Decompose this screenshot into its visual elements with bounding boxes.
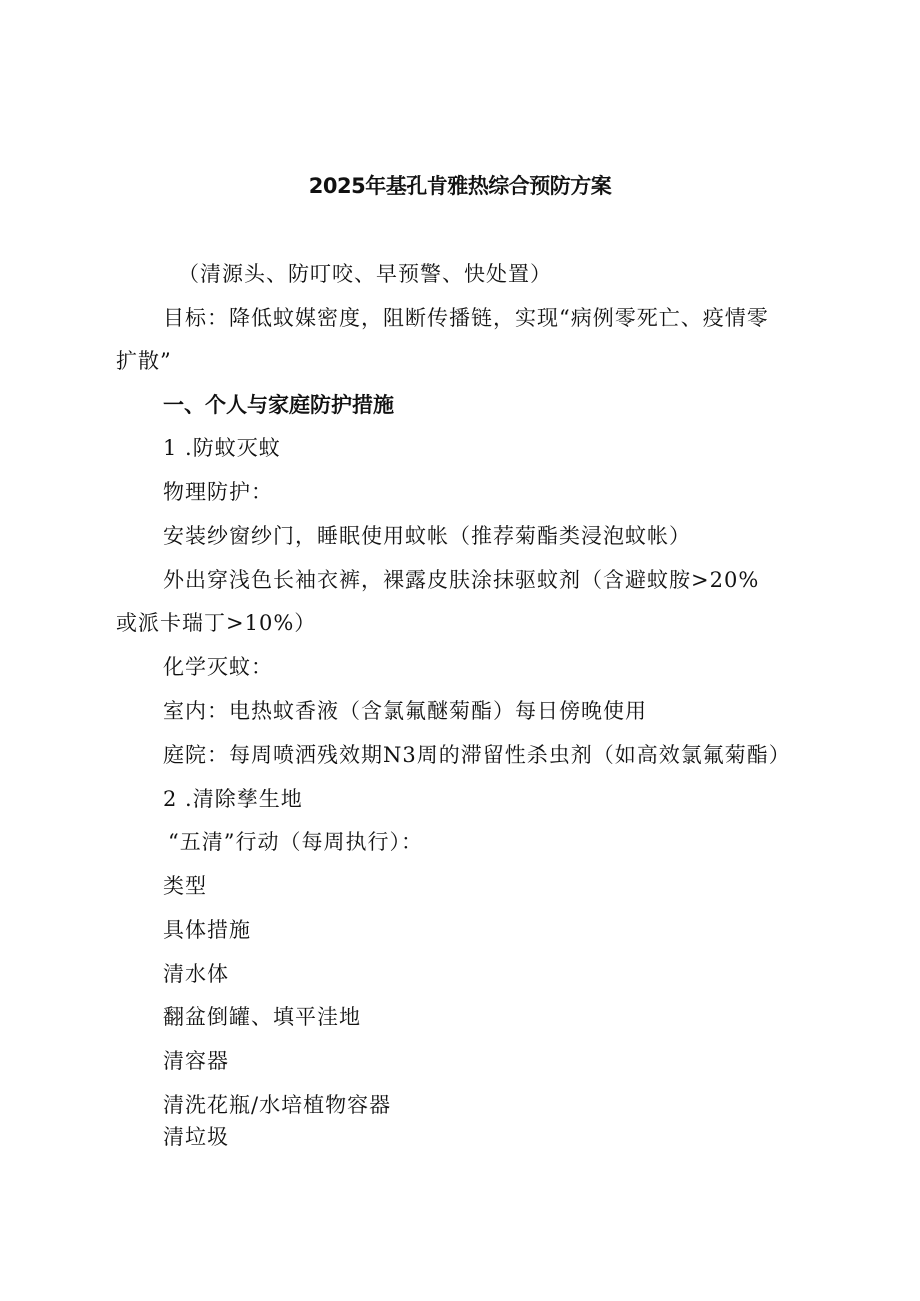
subsection-heading-2: 2 .清除孳生地	[163, 787, 303, 811]
table-cell-clean-water: 清水体	[163, 962, 229, 986]
paragraph-physical-protection: 物理防护：	[163, 480, 273, 504]
table-cell-clean-containers: 清容器	[163, 1049, 229, 1073]
paragraph-indoor: 室内：电热蚊香液（含氯氟醚菊酯）每日傍晚使用	[163, 699, 647, 723]
goal-paragraph-line-1: 目标：降低蚊媒密度，阻断传播链，实现“病例零死亡、疫情零	[163, 306, 769, 330]
table-header-measures: 具体措施	[163, 918, 251, 942]
paragraph-screens-nets: 安装纱窗纱门，睡眠使用蚊帐（推荐菊酯类浸泡蚊帐）	[163, 524, 691, 548]
paragraph-repellent-line-1: 外出穿浅色长袖衣裤，裸露皮肤涂抹驱蚊剂（含避蚊胺>20%	[163, 568, 760, 592]
table-header-type: 类型	[163, 874, 207, 898]
section-heading-1: 一、个人与家庭防护措施	[163, 393, 394, 417]
table-cell-clean-garbage: 清垃圾	[163, 1125, 229, 1149]
paragraph-five-clean-action: “五清”行动（每周执行）：	[168, 830, 423, 854]
goal-paragraph-line-2: 扩散”	[116, 349, 172, 373]
paragraph-chemical-control: 化学灭蚊：	[163, 655, 273, 679]
subsection-heading-1: 1 .防蚊灭蚊	[163, 436, 281, 460]
paragraph-yard: 庭院：每周喷洒残效期N3周的滞留性杀虫剂（如高效氯氟菊酯）	[163, 743, 791, 767]
table-cell-clean-water-measure: 翻盆倒罐、填平洼地	[163, 1005, 361, 1029]
paragraph-repellent-line-2: 或派卡瑞丁>10%）	[116, 611, 317, 635]
subtitle-slogan: （清源头、防叮咬、早预警、快处置）	[178, 262, 552, 286]
document-title: 2025年基孔肯雅热综合预防方案	[308, 174, 612, 198]
table-cell-clean-containers-measure: 清洗花瓶/水培植物容器	[163, 1093, 392, 1117]
